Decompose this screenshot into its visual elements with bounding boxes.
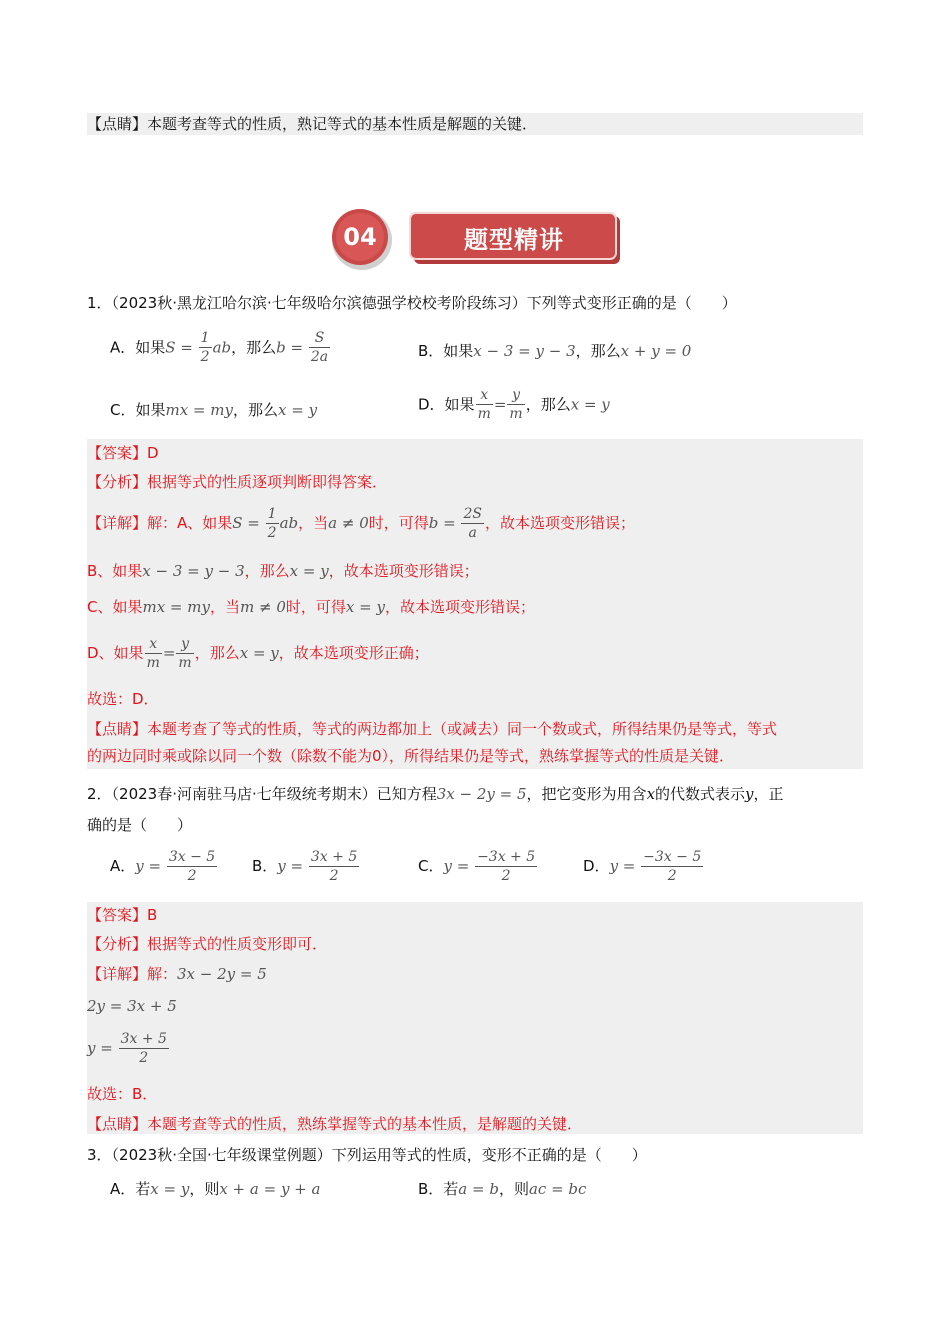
q3-option-a[interactable]: A．若x = y，则x + a = y + a <box>110 1180 321 1198</box>
fraction: $\frac{x}{m}$ <box>477 387 491 422</box>
q1-option-c[interactable]: C．如果mx = my，那么x = y <box>110 401 318 419</box>
fraction: $\frac{-3x - 5}{2}$ <box>643 848 702 884</box>
fraction: $\frac{y}{m}$ <box>178 635 192 671</box>
q1-detail-d: D、如果 $\frac{x}{m}$ = $\frac{y}{m}$ ，那么x = y，故本选项变形正确； <box>87 635 429 671</box>
q2-choose: 故选：B． <box>87 1085 158 1103</box>
section-number: 04 <box>343 223 377 251</box>
q1-detail-c: C、如果mx = my，当m ≠ 0时，可得x = y，故本选项变形错误； <box>87 598 535 616</box>
fraction: $\frac{3x - 5}{2}$ <box>168 848 216 884</box>
fraction: $\frac{3x + 5}{2}$ <box>310 848 358 884</box>
previous-comment: 【点睛】本题考查等式的性质，熟记等式的基本性质是解题的关键． <box>87 113 863 135</box>
q3-stem: 3．（2023秋·全国·七年级课堂例题）下列运用等式的性质，变形不正确的是（ ） <box>87 1146 647 1164</box>
q1-stem: 1．（2023秋·黑龙江哈尔滨·七年级哈尔滨德强学校校考阶段练习）下列等式变形正确的是（ ） <box>87 294 737 312</box>
section-banner <box>326 206 626 270</box>
fraction: $\frac{1}{2}$ <box>267 505 277 541</box>
fraction: $\frac{-3x + 5}{2}$ <box>477 848 536 884</box>
q1-option-b[interactable]: B．如果x − 3 = y − 3，那么x + y = 0 <box>418 342 692 360</box>
q2-option-d[interactable]: D．y = $\frac{-3x - 5}{2}$ <box>583 848 702 884</box>
q2-analysis: 【分析】根据等式的性质变形即可． <box>87 935 328 953</box>
q1-detail-a: 【详解】解：A、如果S = $\frac{1}{2}$ ab，当a ≠ 0时，可得b = $\frac{2S}{a}$ ，故本选项变形错误； <box>87 505 635 541</box>
q2-step-2: 2y = 3x + 5 <box>87 997 177 1015</box>
fraction: $\frac{x}{m}$ <box>146 635 160 671</box>
fraction: $\frac{2S}{a}$ <box>463 505 482 541</box>
q2-detail: 【详解】解：3x − 2y = 5 <box>87 965 267 983</box>
q3-option-b[interactable]: B．若a = b，则ac = bc <box>418 1180 587 1198</box>
q2-option-b[interactable]: B．y = $\frac{3x + 5}{2}$ <box>252 848 358 884</box>
q2-option-a[interactable]: A．y = $\frac{3x - 5}{2}$ <box>110 848 216 884</box>
q1-comment-2: 的两边同时乘或除以同一个数（除数不能为0），所得结果仍是等式，熟练掌握等式的性质是关键． <box>87 747 735 765</box>
q1-comment-1: 【点睛】本题考查了等式的性质，等式的两边都加上（或减去）同一个数或式，所得结果仍是等式，等式 <box>87 720 778 738</box>
q2-stem-line-2: 确的是（ ） <box>87 816 193 834</box>
q1-detail-b: B、如果x − 3 = y − 3，那么x = y，故本选项变形错误； <box>87 562 479 580</box>
q2-answer: 【答案】B <box>87 906 158 924</box>
q1-analysis: 【分析】根据等式的性质逐项判断即得答案． <box>87 473 388 491</box>
fraction: $\frac{1}{2}$ <box>200 330 210 365</box>
q1-choose: 故选：D． <box>87 690 159 708</box>
q2-step-3: y = $\frac{3x + 5}{2}$ <box>87 1030 167 1066</box>
q1-answer: 【答案】D <box>87 444 159 462</box>
q2-stem-line-1: 2．（2023春·河南驻马店·七年级统考期末）已知方程3x − 2y = 5，把它变形为用含x的代数式表示y，正 <box>87 785 784 803</box>
fraction: $\frac{S}{2a}$ <box>310 330 329 365</box>
q1-option-d[interactable]: D．如果 $\frac{x}{m}$ = $\frac{y}{m}$ ，那么x = y <box>418 387 610 422</box>
q2-comment: 【点睛】本题考查等式的性质，熟练掌握等式的基本性质，是解题的关键． <box>87 1115 583 1133</box>
fraction: $\frac{y}{m}$ <box>509 387 523 422</box>
q1-option-a[interactable]: A．如果S = $\frac{1}{2}$ ab，那么b = $\frac{S}{2a}$ <box>110 330 329 365</box>
fraction: $\frac{3x + 5}{2}$ <box>120 1030 167 1066</box>
q2-option-c[interactable]: C．y = $\frac{-3x + 5}{2}$ <box>418 848 536 884</box>
section-title: 题型精讲 <box>464 226 564 254</box>
